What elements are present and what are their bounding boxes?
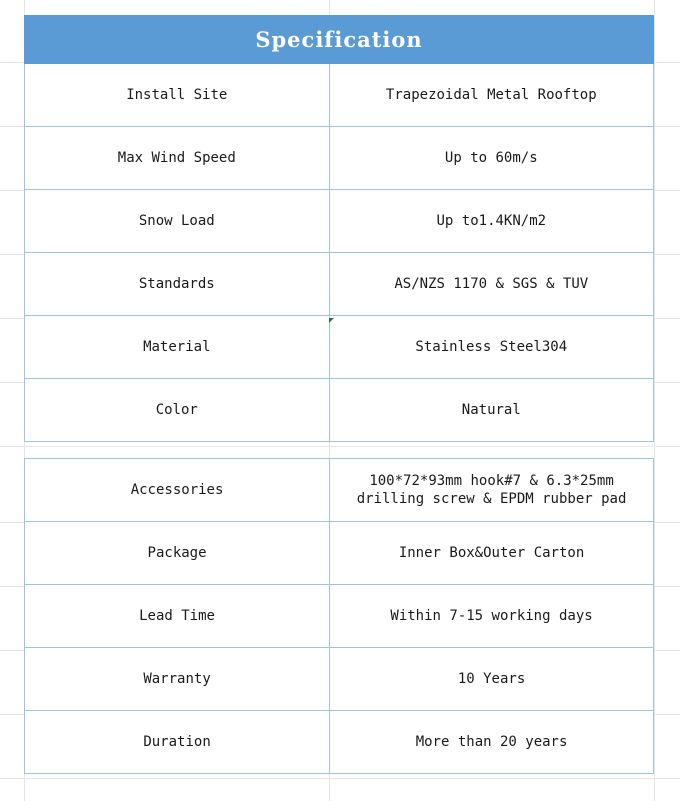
table-row bbox=[25, 648, 654, 711]
spec-table-top bbox=[24, 15, 654, 442]
cell-comment-marker-icon bbox=[329, 318, 334, 323]
table-row bbox=[25, 379, 654, 442]
accessories-line-2: drilling screw & EPDM rubber pad bbox=[356, 491, 627, 507]
row-label-standards: Standards bbox=[25, 253, 330, 316]
row-label-max-wind-speed: Max Wind Speed bbox=[25, 127, 330, 190]
row-value-install-site: Trapezoidal Metal Rooftop bbox=[329, 64, 653, 127]
row-value-material: Stainless Steel304 bbox=[329, 316, 653, 379]
row-label-lead-time: Lead Time bbox=[25, 585, 330, 648]
table-row bbox=[25, 711, 654, 774]
table-row bbox=[25, 459, 654, 522]
row-value-duration: More than 20 years bbox=[330, 711, 654, 774]
table-row bbox=[25, 64, 654, 127]
row-label-color: Color bbox=[25, 379, 330, 442]
table-row bbox=[25, 585, 654, 648]
row-value-package: Inner Box&Outer Carton bbox=[330, 522, 654, 585]
table-row bbox=[25, 190, 654, 253]
spec-title: Specification bbox=[25, 16, 654, 64]
accessories-line-1: 100*72*93mm hook#7 & 6.3*25mm bbox=[369, 473, 614, 489]
spec-table-bottom bbox=[24, 458, 654, 774]
row-value-warranty: 10 Years bbox=[330, 648, 654, 711]
row-label-snow-load: Snow Load bbox=[25, 190, 330, 253]
table-row bbox=[25, 127, 654, 190]
table-row bbox=[25, 253, 654, 316]
row-value-accessories bbox=[330, 459, 654, 522]
row-label-material: Material bbox=[25, 316, 330, 379]
row-label-accessories: Accessories bbox=[25, 459, 330, 522]
row-value-color: Natural bbox=[329, 379, 653, 442]
row-value-lead-time: Within 7-15 working days bbox=[330, 585, 654, 648]
row-label-install-site: Install Site bbox=[25, 64, 330, 127]
row-value-max-wind-speed: Up to 60m/s bbox=[329, 127, 653, 190]
table-row bbox=[25, 522, 654, 585]
row-label-package: Package bbox=[25, 522, 330, 585]
row-label-duration: Duration bbox=[25, 711, 330, 774]
row-value-standards: AS/NZS 1170 & SGS & TUV bbox=[329, 253, 653, 316]
row-value-snow-load: Up to1.4KN/m2 bbox=[329, 190, 653, 253]
table-row bbox=[25, 316, 654, 379]
row-label-warranty: Warranty bbox=[25, 648, 330, 711]
